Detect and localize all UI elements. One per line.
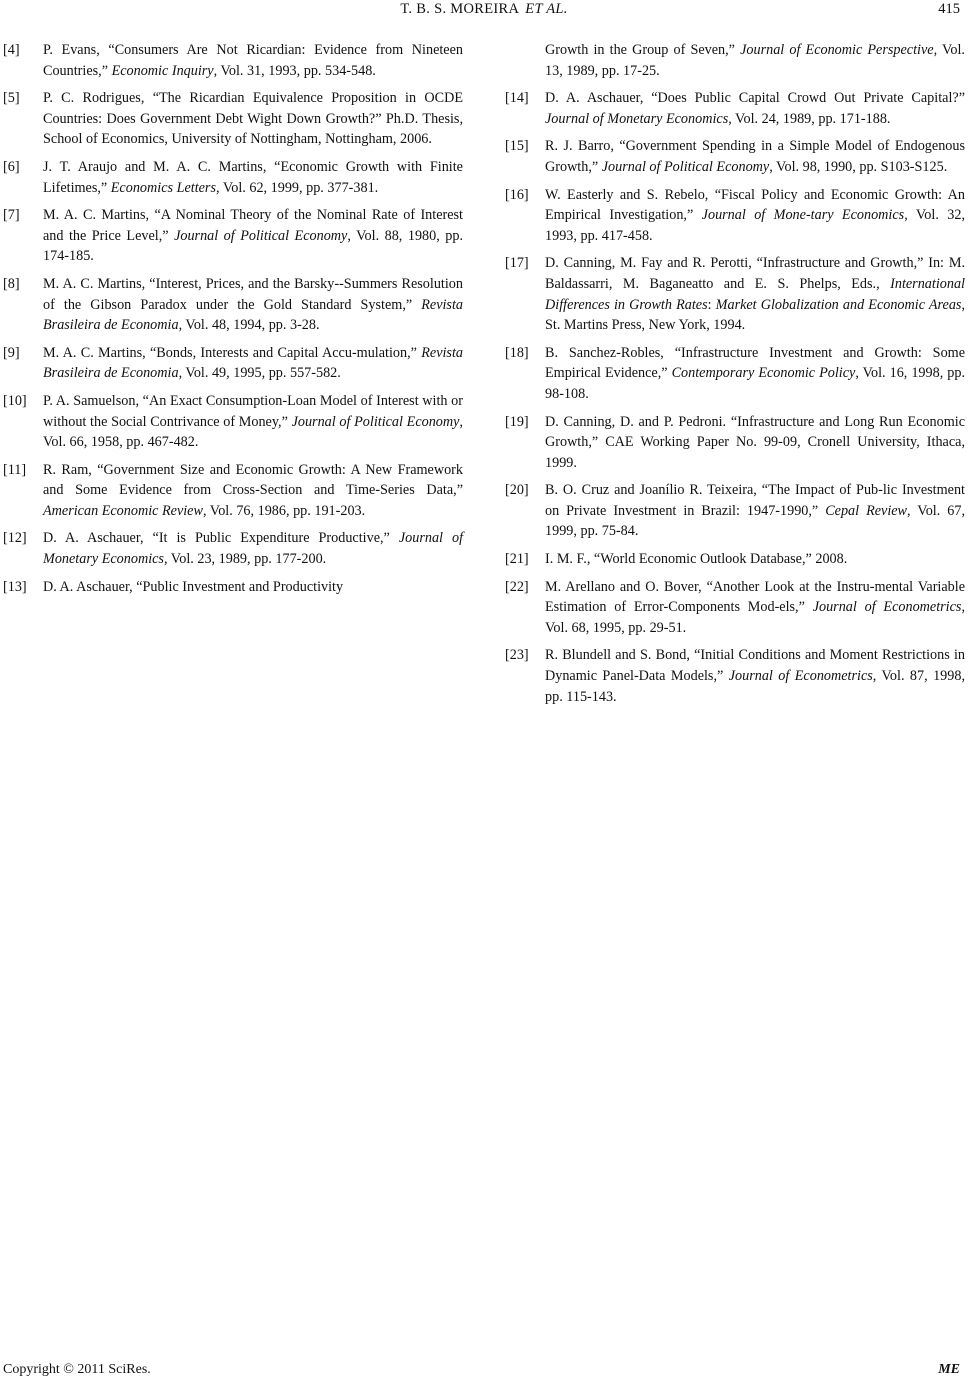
reference-source-title: Contemporary Economic Policy (671, 365, 856, 382)
reference-text-segment: W. Easterly and S. Rebelo, “Fiscal Policy and Economic Growth: An Empirical Investigation,” (545, 186, 965, 224)
reference-item (505, 577, 965, 639)
reference-item (3, 343, 463, 384)
reference-number: [18] (505, 344, 529, 361)
reference-source-title: American Economic Review (43, 502, 203, 519)
reference-number: [12] (3, 530, 27, 547)
references-left-column (3, 40, 463, 604)
reference-text (545, 253, 965, 335)
reference-number: [21] (505, 551, 529, 568)
reference-text-segment: I. M. F., “World Economic Outlook Database,” 2008. (545, 551, 848, 568)
copyright-notice: Copyright © 2011 SciRes. (3, 1362, 151, 1377)
reference-number: [17] (505, 255, 529, 272)
journal-abbrev: ME (938, 1362, 960, 1377)
reference-text-segment: R. J. Barro, “Government Spending in a Simple Model of Endogenous Growth,” (545, 138, 965, 175)
reference-text (43, 40, 463, 81)
reference-text-segment: D. Canning, M. Fay and R. Perotti, “Infrastructure and Growth,” In: M. Baldassarri, M. Baganeatto and E. S. Phelps, Eds., (545, 255, 965, 292)
reference-item (3, 205, 463, 267)
reference-source-title: Journal of Political Economy (601, 158, 770, 175)
reference-text-segment: Growth in the Group of Seven,” (545, 42, 741, 58)
reference-item (3, 391, 463, 453)
reference-text-segment: B. Sanchez-Robles, “Infrastructure Investment and Growth: Some Empirical Evidence,” (545, 344, 965, 382)
reference-item (505, 88, 965, 129)
reference-text-segment: , Vol. 24, 1989, pp. 171-188. (728, 110, 891, 127)
reference-text-segment: M. Arellano and O. Bover, “Another Look at the Instru-mental Variable Estimation of Error-Components Mod-els,” (545, 578, 965, 616)
reference-text-segment: R. Blundell and S. Bond, “Initial Conditions and Moment Restrictions in Dynamic Panel-Data Models,” (545, 647, 965, 685)
reference-text (43, 577, 463, 598)
reference-text-segment: , Vol. 88, 1980, pp. 174-185. (43, 227, 463, 265)
reference-text-segment: M. A. C. Martins, “Bonds, Interests and Capital Accu-mulation,” (43, 344, 422, 361)
reference-text-segment: , Vol. 98, 1990, pp. S103-S125. (769, 158, 948, 175)
reference-text-segment: , Vol. 87, 1998, pp. 115-143. (545, 668, 966, 705)
reference-text-segment: , Vol. 76, 1986, pp. 191-203. (202, 502, 366, 519)
reference-text-segment: R. Ram, “Government Size and Economic Growth: A New Framework and Some Evidence from Cross-Section and Time-Series Data,” (43, 461, 463, 499)
reference-text-segment: D. A. Aschauer, “Public Investment and Productivity (43, 578, 344, 595)
reference-source-title: Journal of Political Economy (291, 413, 460, 430)
reference-number: [7] (3, 207, 20, 224)
reference-source-title: Journal of Monetary Economics (545, 110, 729, 127)
reference-text (43, 205, 463, 267)
reference-text (43, 88, 463, 150)
reference-item (505, 253, 965, 335)
reference-text (43, 343, 463, 384)
reference-number: [20] (505, 482, 529, 499)
reference-text-segment: , Vol. 48, 1994, pp. 3-28. (178, 317, 320, 334)
reference-item (3, 88, 463, 150)
reference-source-title: International Differences in Growth Rates (545, 275, 965, 313)
reference-number: [22] (505, 578, 529, 595)
reference-source-title: Journal of Econometrics (728, 668, 873, 685)
reference-number: [8] (3, 275, 20, 292)
page-number: 415 (938, 1, 960, 17)
reference-text-segment: J. T. Araujo and M. A. C. Martins, “Economic Growth with Finite Lifetimes,” (43, 158, 463, 196)
reference-item (3, 40, 463, 81)
reference-source-title: Journal of Mone-tary Economics (701, 207, 905, 224)
reference-number: [13] (3, 578, 27, 595)
running-header (0, 0, 968, 22)
header-authors: T. B. S. MOREIRA (400, 1, 520, 17)
reference-text-segment: B. O. Cruz and Joanílio R. Teixeira, “The Impact of Pub-lic Investment on Private Investment in Brazil: 1947-1990,” (545, 482, 965, 519)
reference-source-title: Revista Brasileira de Economia (43, 344, 463, 382)
reference-number: [10] (3, 392, 27, 409)
reference-text (545, 549, 965, 570)
reference-text-segment: , Vol. 23, 1989, pp. 177-200. (163, 551, 327, 568)
reference-text-segment: , Vol. 68, 1995, pp. 29-51. (545, 599, 965, 636)
reference-text (545, 645, 965, 707)
reference-source-title: Market Globalization and Economic Areas (715, 296, 962, 313)
reference-source-title: Economic Inquiry (111, 62, 214, 79)
reference-text (545, 412, 965, 474)
reference-number: [4] (3, 42, 20, 58)
reference-text (43, 391, 463, 453)
reference-item (3, 157, 463, 198)
reference-text (545, 136, 965, 177)
reference-item (505, 480, 965, 542)
reference-item (505, 549, 965, 570)
reference-text (43, 528, 463, 569)
reference-number: [15] (505, 138, 529, 155)
reference-text (43, 460, 463, 522)
reference-number: [14] (505, 90, 529, 107)
reference-text (545, 343, 965, 405)
reference-text (545, 577, 965, 639)
reference-number: [11] (3, 461, 27, 478)
reference-text-segment: , Vol. 16, 1998, pp. 98-108. (545, 365, 965, 402)
reference-text-segment: , Vol. 67, 1999, pp. 75-84. (545, 502, 965, 540)
reference-item (505, 136, 965, 177)
reference-source-title: Journal of Economic Perspective (740, 42, 934, 58)
reference-number: [9] (3, 344, 20, 361)
reference-text-segment: , Vol. 32, 1993, pp. 417-458. (545, 207, 966, 244)
reference-number: [19] (505, 413, 529, 430)
reference-text-segment: P. C. Rodrigues, “The Ricardian Equivalence Proposition in OCDE Countries: Does Government Debt Wight Down Growth?” Ph.D. Thesis, School of Economics, University of Nottingham, Nottingham, 2006. (43, 90, 463, 148)
reference-text-segment: , Vol. 62, 1999, pp. 377-381. (215, 179, 379, 196)
reference-item (505, 645, 965, 707)
reference-text-segment: D. Canning, D. and P. Pedroni. “Infrastructure and Long Run Economic Growth,” CAE Working Paper No. 99-09, Cronell University, Ithaca, 1999. (545, 413, 965, 471)
reference-source-title: Journal of Monetary Economics (43, 530, 464, 568)
reference-item (505, 40, 965, 81)
reference-text-segment: M. A. C. Martins, “Interest, Prices, and the Barsky--Summers Resolution of the Gibson Paradox under the Gold Standard System,” (43, 275, 463, 313)
reference-text-segment: M. A. C. Martins, “A Nominal Theory of the Nominal Rate of Interest and the Price Level,” (43, 207, 463, 244)
references-right-column (505, 40, 965, 714)
reference-text (43, 274, 463, 336)
running-title (0, 1, 968, 18)
header-et-al: ET AL. (525, 1, 568, 17)
reference-item (505, 185, 965, 247)
reference-text-segment: : (707, 296, 716, 313)
reference-text-segment: , Vol. 49, 1995, pp. 557-582. (178, 365, 341, 382)
reference-item (3, 528, 463, 569)
reference-source-title: Journal of Political Economy (174, 227, 348, 244)
reference-number: [5] (3, 90, 20, 107)
reference-source-title: Journal of Econometrics (812, 599, 962, 616)
reference-item (3, 460, 463, 522)
reference-source-title: Economics Letters (110, 179, 216, 196)
reference-text (545, 480, 965, 542)
reference-item (505, 343, 965, 405)
reference-text-segment: , Vol. 31, 1993, pp. 534-548. (213, 62, 376, 79)
reference-text (43, 157, 463, 198)
reference-text (545, 40, 965, 81)
reference-text (545, 88, 965, 129)
reference-text-segment: D. A. Aschauer, “Does Public Capital Crowd Out Private Capital?” (545, 90, 965, 107)
reference-text-segment: , St. Martins Press, New York, 1994. (545, 296, 965, 334)
reference-text (545, 185, 965, 247)
reference-text-segment: , Vol. 66, 1958, pp. 467-482. (43, 413, 463, 451)
reference-text-segment: , Vol. 13, 1989, pp. 17-25. (545, 42, 965, 79)
reference-number: [6] (3, 158, 20, 175)
reference-item (3, 274, 463, 336)
reference-number: [16] (505, 186, 529, 203)
reference-source-title: Revista Brasileira de Economia (43, 296, 463, 334)
reference-text-segment: D. A. Aschauer, “It is Public Expenditure Productive,” (43, 530, 399, 547)
reference-number: [23] (505, 647, 529, 664)
reference-text-segment: P. A. Samuelson, “An Exact Consumption-Loan Model of Interest with or without the Social Contrivance of Money,” (43, 392, 463, 430)
reference-source-title: Cepal Review (825, 502, 908, 519)
reference-text-segment: P. Evans, “Consumers Are Not Ricardian: Evidence from Nineteen Countries,” (43, 42, 463, 79)
reference-item (3, 577, 463, 598)
reference-item (505, 412, 965, 474)
